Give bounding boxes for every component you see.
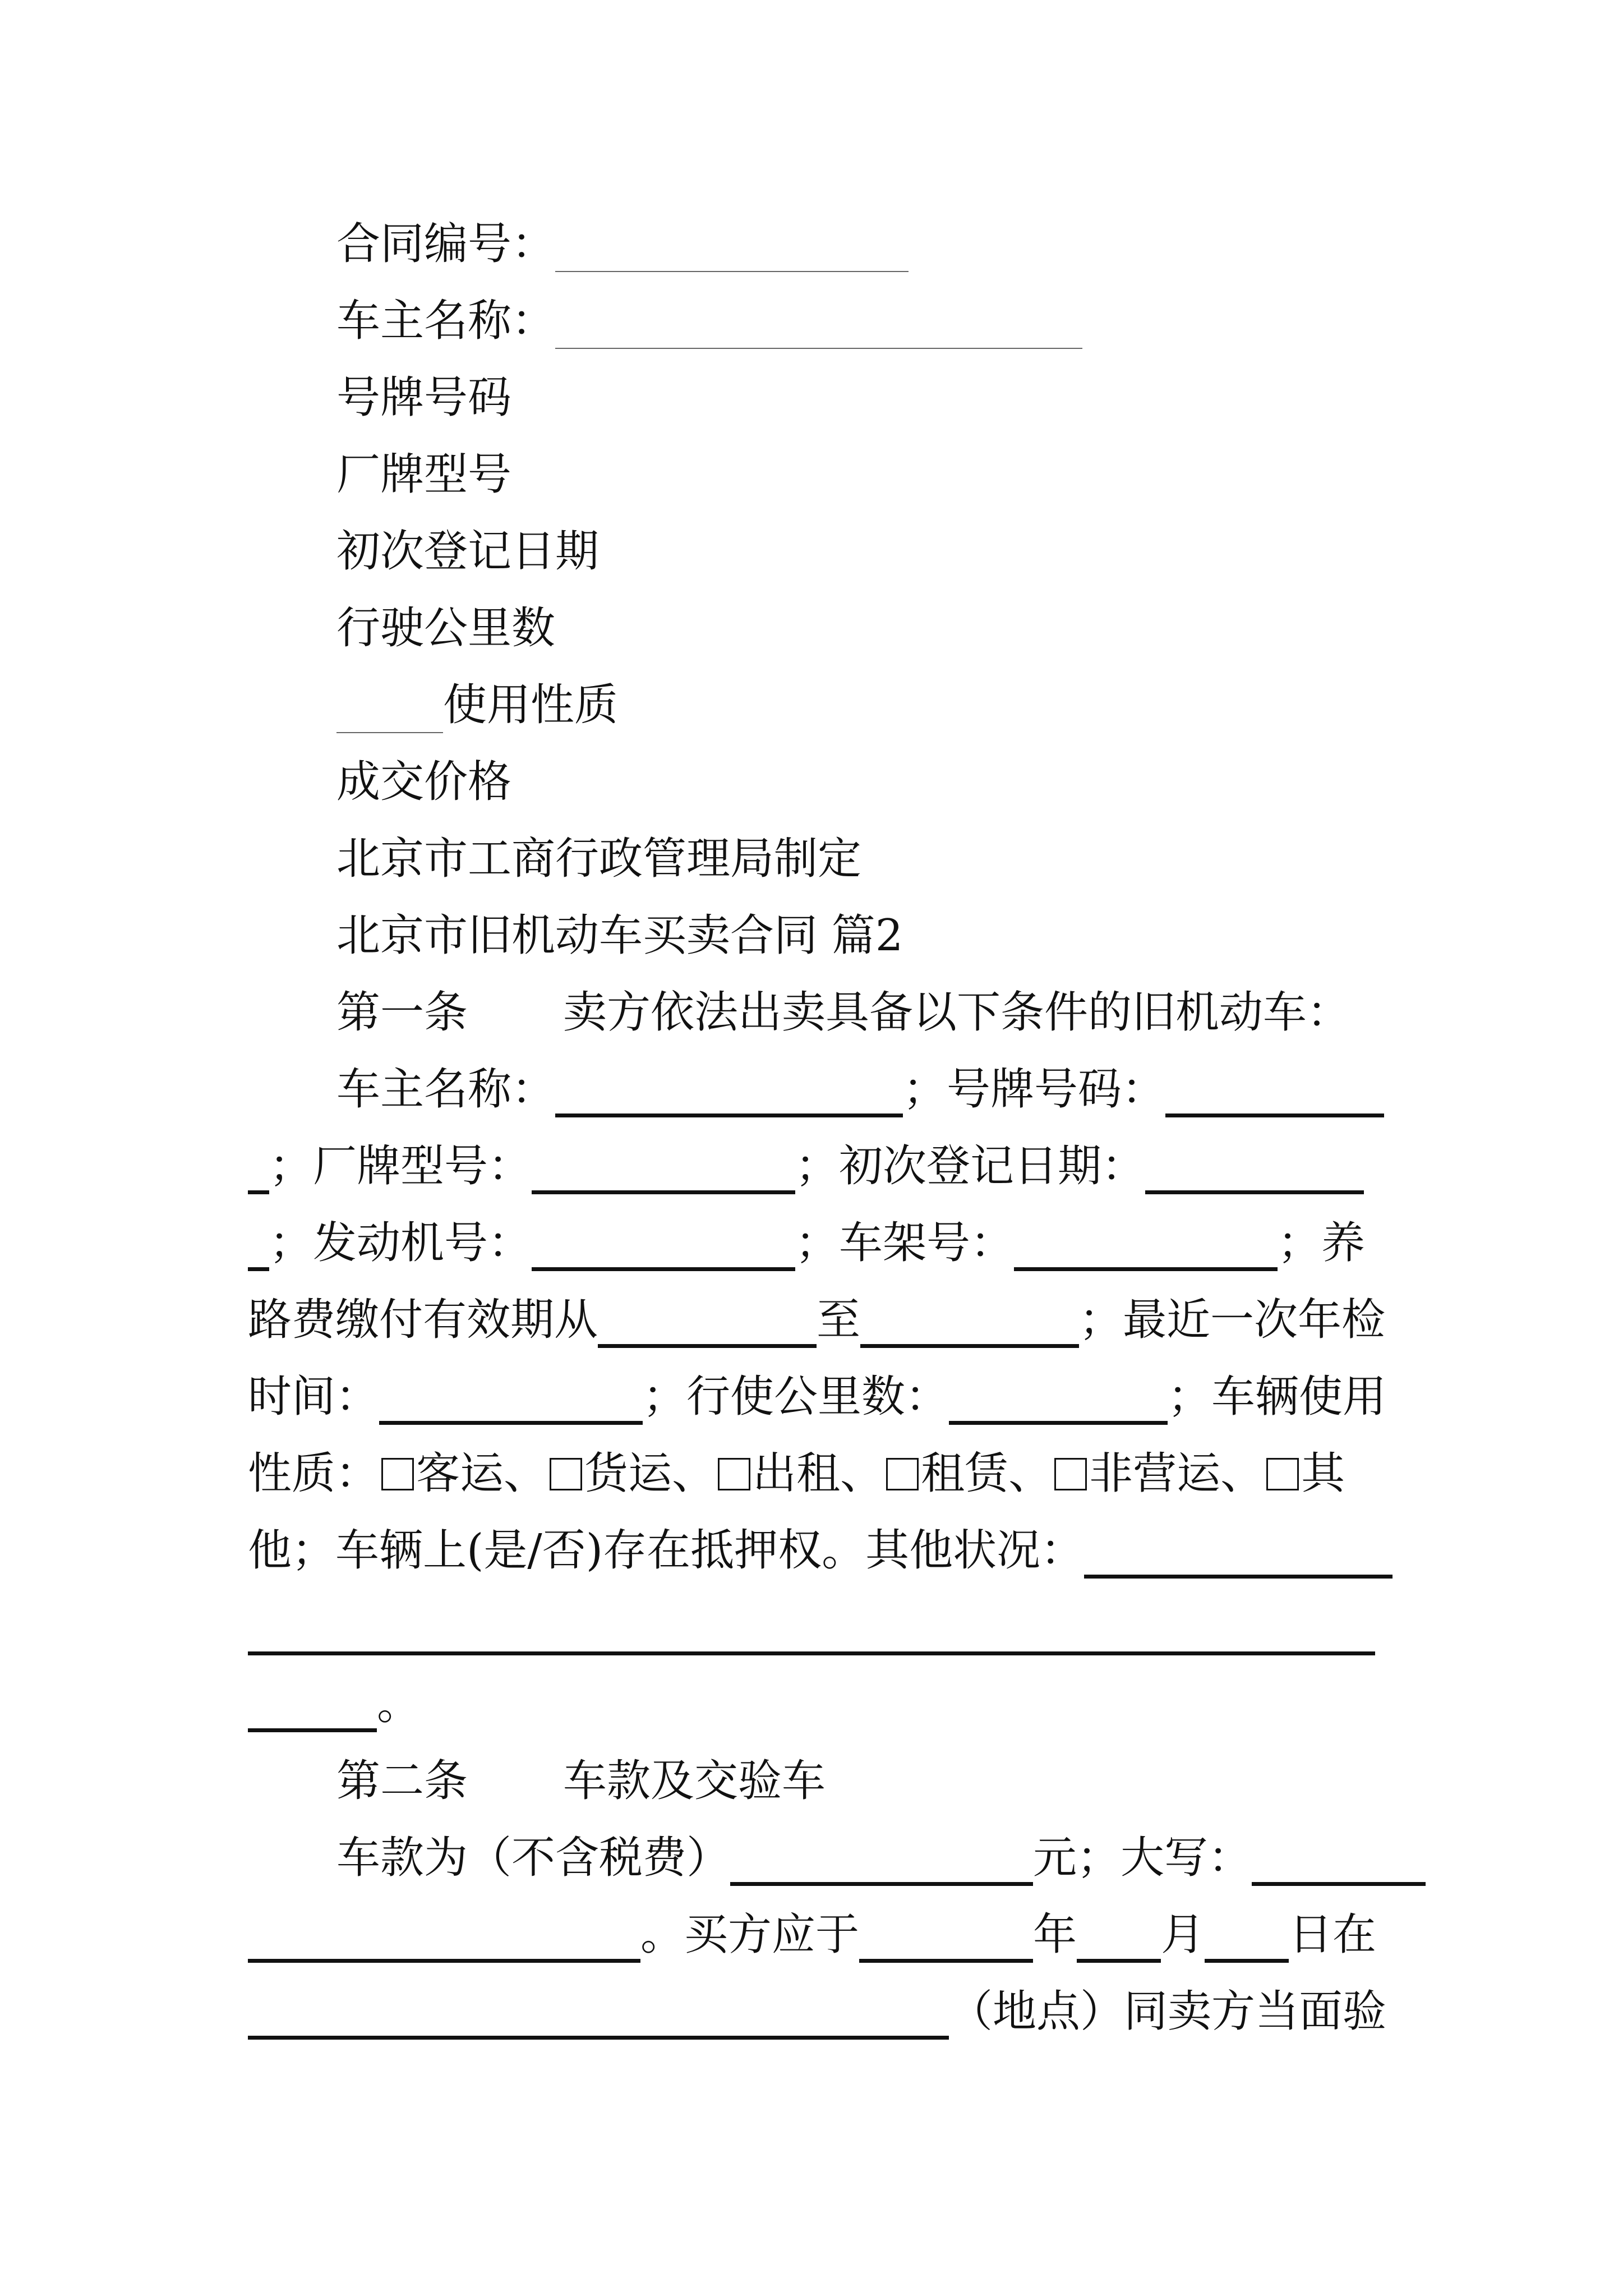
a1-to-label: 至 [817, 1295, 861, 1345]
a1-road-fee-from-field[interactable] [598, 1305, 817, 1348]
owner-name-row [336, 293, 1082, 349]
a1-owner-label: 车主名称： [336, 1064, 556, 1115]
a1-road-fee-prefix: ；养 [1278, 1218, 1366, 1268]
a1-other-status-field-end[interactable] [248, 1689, 377, 1732]
a1-usage-prefix: ；车辆使用 [1168, 1372, 1387, 1422]
article1-heading [336, 984, 1350, 1041]
a1-other-status-label: 他；车辆上(是/否)存在抵押权。其他状况： [248, 1525, 1085, 1576]
a1-row-3 [248, 1215, 1365, 1271]
a1-brand-label: ；厂牌型号： [269, 1141, 532, 1191]
a1-inspection-time-field[interactable] [379, 1382, 643, 1425]
article1-number: 第一条 [336, 987, 468, 1038]
a1-owner-field[interactable] [555, 1074, 903, 1117]
a1-row-4 [248, 1292, 1385, 1348]
a1-row-5 [248, 1369, 1386, 1425]
a1-road-fee-label: 路费缴付有效期从 [248, 1295, 598, 1345]
a2-uppercase-field-cont[interactable] [248, 1920, 640, 1963]
a1-engine-field[interactable] [532, 1228, 795, 1271]
article2-heading [336, 1753, 826, 1809]
checkbox-other[interactable] [1266, 1458, 1299, 1490]
contract-no-label: 合同编号： [336, 219, 556, 269]
a1-first-reg-field[interactable] [1145, 1151, 1364, 1194]
a1-period: 。 [377, 1679, 421, 1729]
doc-title: 北京市旧机动车买卖合同 篇2 [336, 910, 903, 961]
option-freight: 货运、 [584, 1448, 716, 1499]
a1-road-fee-to-field[interactable] [860, 1305, 1079, 1348]
a1-row-2 [248, 1138, 1364, 1194]
a2-row-1 [336, 1830, 1426, 1886]
a2-row-3 [248, 1984, 1386, 2040]
a2-month-label: 月 [1161, 1910, 1205, 1960]
option-taxi: 出租、 [753, 1448, 884, 1499]
a2-yuan-label: 元；大写： [1033, 1833, 1252, 1883]
a2-place-field[interactable] [248, 1996, 949, 2040]
checkbox-lease[interactable] [886, 1458, 919, 1490]
a1-mileage-field[interactable] [949, 1382, 1168, 1425]
option-lease: 租赁、 [921, 1448, 1053, 1499]
a2-day-label: 日在 [1289, 1910, 1377, 1960]
contract-no-field[interactable] [555, 232, 909, 272]
plate-number-label: 号牌号码 [336, 372, 512, 423]
a2-year-label: 年 [1033, 1910, 1077, 1960]
a2-place-label: （地点）同卖方当面验 [949, 1986, 1387, 2037]
a2-year-field[interactable] [859, 1920, 1033, 1963]
a1-first-reg-field-cont[interactable] [248, 1228, 269, 1271]
a1-other-status-field[interactable] [1084, 1535, 1393, 1579]
usage-nature-row [336, 677, 618, 733]
a1-other-status-field-cont[interactable] [248, 1612, 1375, 1655]
a1-last-inspection-label: ；最近一次年检 [1079, 1295, 1386, 1345]
usage-nature-field[interactable] [336, 693, 443, 733]
checkbox-taxi[interactable] [718, 1458, 750, 1490]
a1-frame-label: ；车架号： [795, 1218, 1015, 1268]
checkbox-freight[interactable] [550, 1458, 582, 1490]
a1-row-6 [248, 1446, 1345, 1502]
article2-title: 车款及交验车 [563, 1756, 826, 1806]
a2-price-label: 车款为（不含税费） [336, 1833, 731, 1883]
a1-brand-field[interactable] [532, 1151, 795, 1194]
mileage-label: 行驶公里数 [336, 603, 556, 654]
a1-plate-label: ；号牌号码： [903, 1064, 1166, 1115]
a2-price-field[interactable] [730, 1843, 1033, 1886]
usage-nature-label: 使用性质 [443, 680, 619, 730]
owner-name-field[interactable] [555, 309, 1082, 349]
a2-row-2 [248, 1907, 1376, 1963]
a2-uppercase-field[interactable] [1252, 1843, 1426, 1886]
brand-model-label: 厂牌型号 [336, 449, 512, 500]
checkbox-non-commercial[interactable] [1054, 1458, 1087, 1490]
a1-first-reg-label: ；初次登记日期： [795, 1141, 1146, 1191]
issuer-text: 北京市工商行政管理局制定 [336, 834, 862, 884]
a2-day-field[interactable] [1205, 1920, 1289, 1963]
a1-row-1 [336, 1061, 1384, 1117]
option-other: 其 [1301, 1448, 1345, 1499]
option-passenger: 客运、 [416, 1448, 548, 1499]
owner-name-label: 车主名称： [336, 296, 556, 346]
deal-price-label: 成交价格 [336, 757, 512, 807]
checkbox-passenger[interactable] [381, 1458, 414, 1490]
article2-number: 第二条 [336, 1756, 468, 1806]
a1-time-label: 时间： [248, 1372, 380, 1422]
article1-title: 卖方依法出卖具备以下条件的旧机动车： [563, 987, 1351, 1038]
a2-buyer-label: 。买方应于 [640, 1910, 860, 1960]
contract-no-row [336, 216, 909, 272]
a1-plate-field-cont[interactable] [248, 1151, 269, 1194]
a1-nature-label: 性质： [248, 1448, 380, 1499]
a1-row-8 [248, 1599, 1375, 1655]
first-reg-date-label: 初次登记日期 [336, 526, 600, 577]
a1-mileage-label: ；行使公里数： [643, 1372, 949, 1422]
a1-frame-field[interactable] [1014, 1228, 1278, 1271]
a1-row-7 [248, 1522, 1393, 1579]
a1-plate-field[interactable] [1165, 1074, 1384, 1117]
a1-engine-label: ；发动机号： [269, 1218, 532, 1268]
option-non-commercial: 非营运、 [1089, 1448, 1265, 1499]
a2-month-field[interactable] [1077, 1920, 1161, 1963]
a1-row-9 [248, 1676, 421, 1732]
